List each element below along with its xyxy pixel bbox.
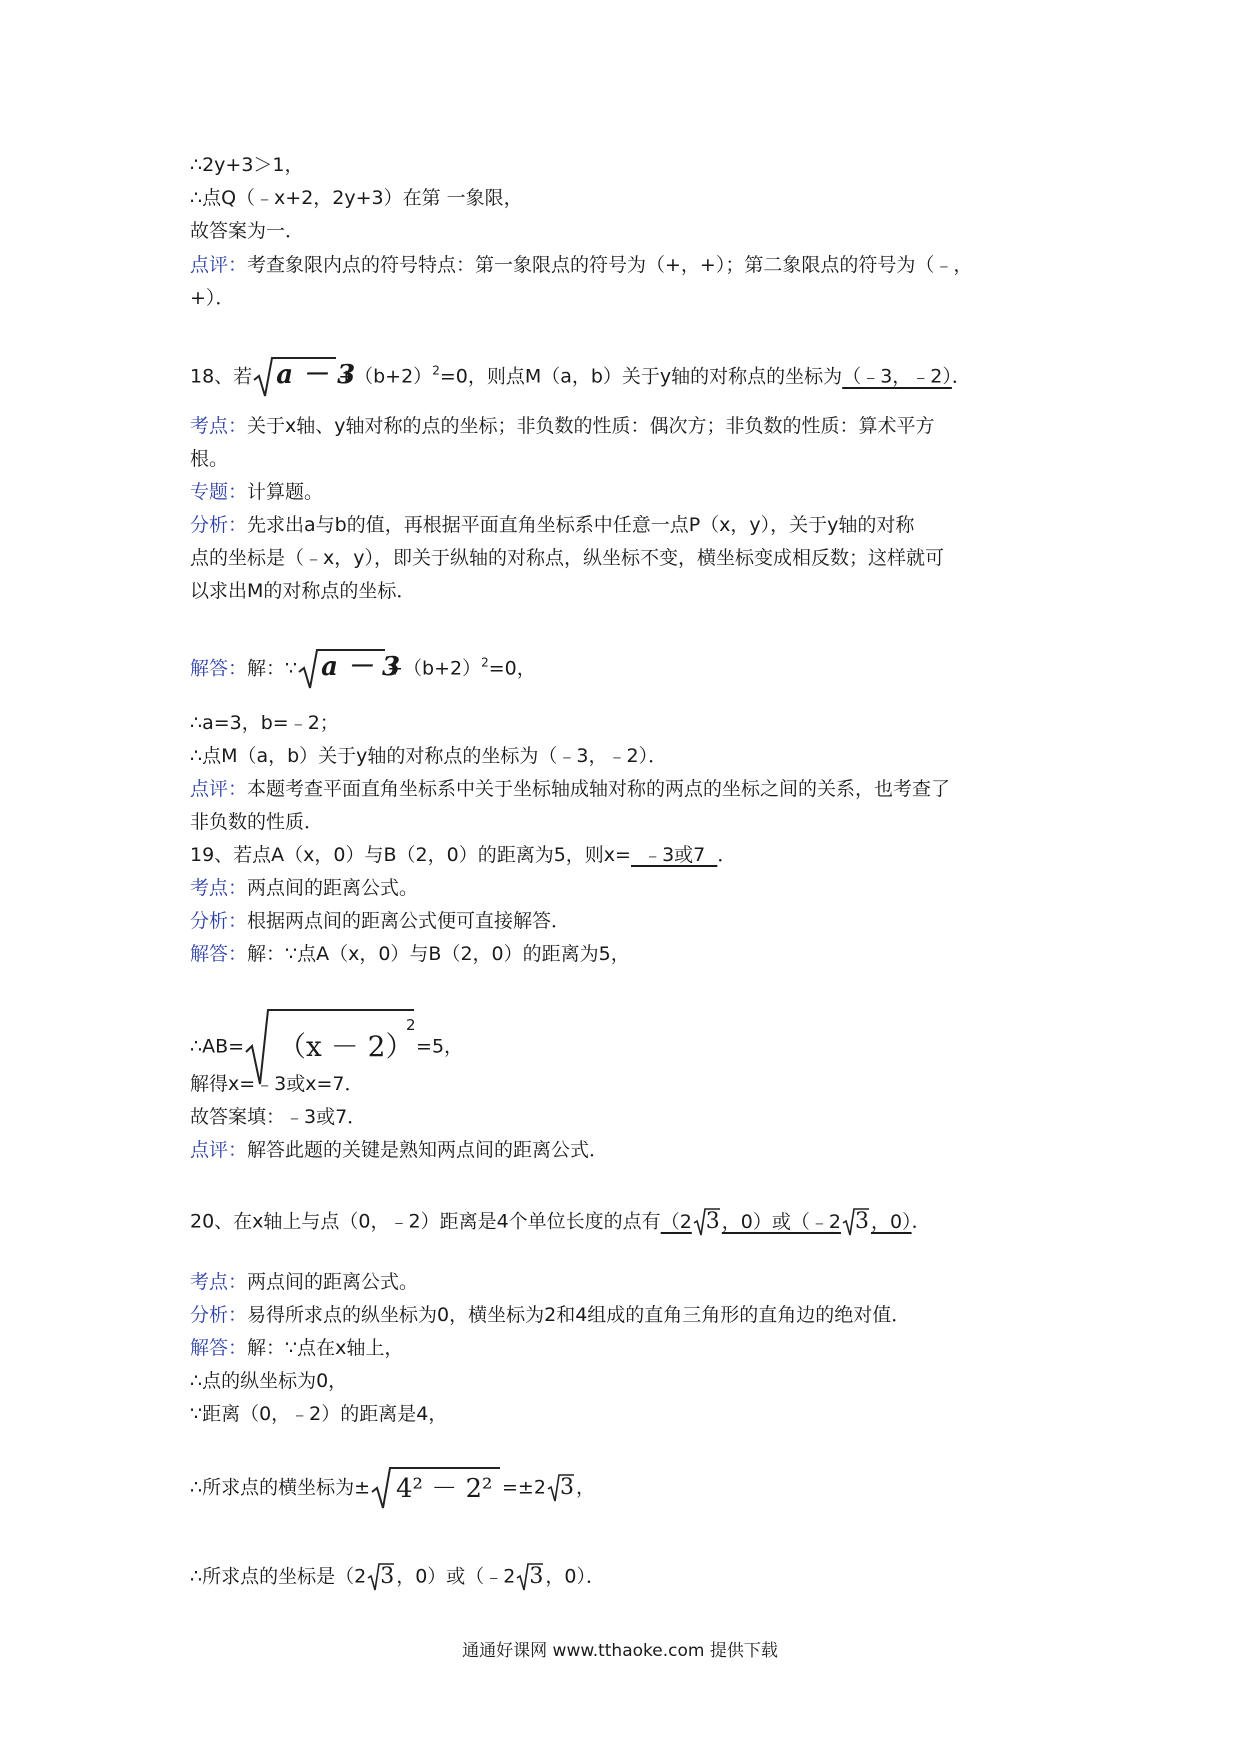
q20-answer-part: ，0）或（﹣2 — [721, 1210, 841, 1233]
radicand: a － 3 — [276, 360, 356, 390]
zhuanti-label: 专题： — [190, 481, 248, 503]
fenxi-label: 分析： — [190, 910, 248, 932]
sqrt-symbol — [843, 1207, 869, 1237]
zhuanti-text: 计算题。 — [247, 481, 324, 503]
formula-line — [190, 1562, 605, 1592]
jieda-label: 解答： — [190, 657, 248, 680]
fenxi-label: 分析： — [190, 1304, 248, 1326]
question-18 — [190, 356, 971, 398]
text-line: ∴a=3，b=﹣2； — [190, 712, 339, 734]
q20-end: ． — [911, 1210, 931, 1233]
text-line: ∴点的纵坐标为0， — [190, 1370, 348, 1392]
sqrt-symbol — [299, 648, 401, 690]
sqrt-symbol — [254, 356, 356, 398]
radicand: 4² － 2² — [396, 1474, 493, 1504]
comment-label: 点评： — [190, 254, 248, 276]
jieda-text: 解：∵点在x轴上， — [247, 1337, 404, 1359]
jieda-pre: 解：∵ — [247, 657, 298, 680]
kaodian-18 — [190, 415, 935, 438]
q18-prefix: 18、若 — [190, 365, 253, 388]
ab-prefix: ∴AB= — [190, 1035, 245, 1058]
q20-answer-part: ，0） — [870, 1210, 912, 1233]
fenxi-20 — [190, 1304, 910, 1327]
text-line: ∴点Q（﹣x+2，2y+3）在第 一象限， — [190, 187, 523, 209]
sqrt-symbol — [372, 1466, 500, 1510]
q20-prefix: 20、在x轴上与点（0，﹣2）距离是4个单位长度的点有 — [190, 1210, 661, 1233]
text-line: 解得x=﹣3或x=7． — [190, 1073, 364, 1095]
dianping-18 — [190, 778, 950, 801]
page-footer: 通通好课网 www.tthaoke.com 提供下载 — [462, 1641, 778, 1661]
q20-answer — [661, 1211, 912, 1233]
q19-prefix: 19、若点A（x，0）与B（2，0）的距离为5，则x= — [190, 844, 631, 866]
radicand: 3 — [380, 1564, 395, 1589]
comment-line — [190, 254, 972, 277]
q18-mid: +（b+2） — [338, 365, 433, 388]
formula-prefix: ∴所求点的坐标是（2 — [190, 1565, 367, 1588]
formula-mid: =±2 — [502, 1476, 546, 1499]
exponent: 2 — [481, 655, 489, 670]
radicand: 3 — [529, 1564, 544, 1589]
fenxi-text: 先求出a与b的值，再根据平面直角坐标系中任意一点P（x，y），关于y轴的对称 — [247, 514, 915, 536]
formula-mid: ，0）或（﹣2 — [396, 1565, 516, 1588]
text-line: +）． — [190, 287, 235, 309]
sqrt-symbol — [517, 1562, 543, 1592]
exponent: 2 — [406, 1016, 416, 1034]
formula-line — [190, 1466, 595, 1510]
q18-end: ． — [951, 365, 971, 388]
radicand: a － 3 — [321, 652, 401, 682]
jieda-label: 解答： — [190, 943, 248, 965]
jieda-20 — [190, 1337, 403, 1360]
text-line: 点的坐标是（﹣x，y），即关于纵轴的对称点，纵坐标不变，横坐标变成相反数；这样就可 — [190, 547, 944, 569]
radicand: 3 — [705, 1209, 720, 1234]
zhuanti-18 — [190, 481, 323, 504]
radicand: （x － 2） — [278, 1030, 414, 1063]
kaodian-label: 考点： — [190, 415, 248, 437]
kaodian-19 — [190, 877, 418, 900]
q20-answer-part: （2 — [660, 1210, 692, 1233]
q19-end: ． — [717, 844, 737, 866]
dianping-text: 解答此题的关键是熟知两点间的距离公式． — [247, 1139, 609, 1161]
jieda-19 — [190, 943, 630, 966]
fenxi-text: 易得所求点的纵坐标为0，横坐标为2和4组成的直角三角形的直角边的绝对值． — [247, 1304, 911, 1326]
fenxi-18 — [190, 514, 914, 537]
fenxi-19 — [190, 910, 570, 933]
formula-end: ，0）． — [545, 1565, 605, 1588]
sqrt-symbol — [368, 1562, 394, 1592]
exponent: 2 — [432, 363, 440, 378]
jieda-post: =0， — [488, 657, 536, 680]
kaodian-label: 考点： — [190, 1271, 248, 1293]
ab-post: =5， — [416, 1035, 464, 1058]
comment-text: 考查象限内点的符号特点：第一象限点的符号为（+，+）；第二象限点的符号为（﹣， — [247, 254, 973, 276]
dianping-text: 本题考查平面直角坐标系中关于坐标轴成轴对称的两点的坐标之间的关系，也考查了 — [247, 778, 951, 800]
radicand: 3 — [854, 1209, 869, 1234]
sqrt-symbol — [548, 1473, 574, 1503]
sqrt-symbol — [694, 1207, 720, 1237]
radicand: 3 — [559, 1475, 574, 1500]
text-line: ∴2y+3＞1， — [190, 154, 304, 176]
dianping-label: 点评： — [190, 1139, 248, 1161]
question-20 — [190, 1207, 931, 1237]
jieda-label: 解答： — [190, 1337, 248, 1359]
formula-end: ， — [575, 1476, 595, 1499]
kaodian-text: 两点间的距离公式。 — [247, 1271, 419, 1293]
text-line: 以求出M的对称点的坐标． — [190, 580, 416, 602]
text-line: ∵距离（0，﹣2）的距离是4， — [190, 1403, 448, 1425]
text-line: ∴点M（a，b）关于y轴的对称点的坐标为（﹣3，﹣2）． — [190, 745, 668, 767]
kaodian-text: 关于x轴、y轴对称的点的坐标；非负数的性质：偶次方；非负数的性质：算术平方 — [247, 415, 935, 437]
q19-answer: ﹣3或7 — [630, 844, 718, 866]
q18-answer: （﹣3，﹣2） — [842, 365, 952, 388]
jieda-mid: +（b+2） — [387, 657, 482, 680]
q18-post: =0，则点M（a，b）关于y轴的对称点的坐标为 — [439, 365, 843, 388]
text-line: 故答案填：﹣3或7． — [190, 1106, 367, 1128]
text-line: 故答案为一． — [190, 220, 305, 242]
fenxi-text: 根据两点间的距离公式便可直接解答． — [247, 910, 571, 932]
kaodian-20 — [190, 1271, 418, 1294]
formula-prefix: ∴所求点的横坐标为± — [190, 1476, 371, 1499]
fenxi-label: 分析： — [190, 514, 248, 536]
text-line: 根。 — [190, 448, 229, 470]
jieda-text: 解：∵点A（x，0）与B（2，0）的距离为5， — [247, 943, 630, 965]
dianping-label: 点评： — [190, 778, 248, 800]
jieda-18 — [190, 648, 536, 690]
kaodian-label: 考点： — [190, 877, 248, 899]
dianping-19 — [190, 1139, 608, 1162]
kaodian-text: 两点间的距离公式。 — [247, 877, 419, 899]
text-line: 非负数的性质． — [190, 811, 324, 833]
question-19 — [190, 844, 736, 867]
